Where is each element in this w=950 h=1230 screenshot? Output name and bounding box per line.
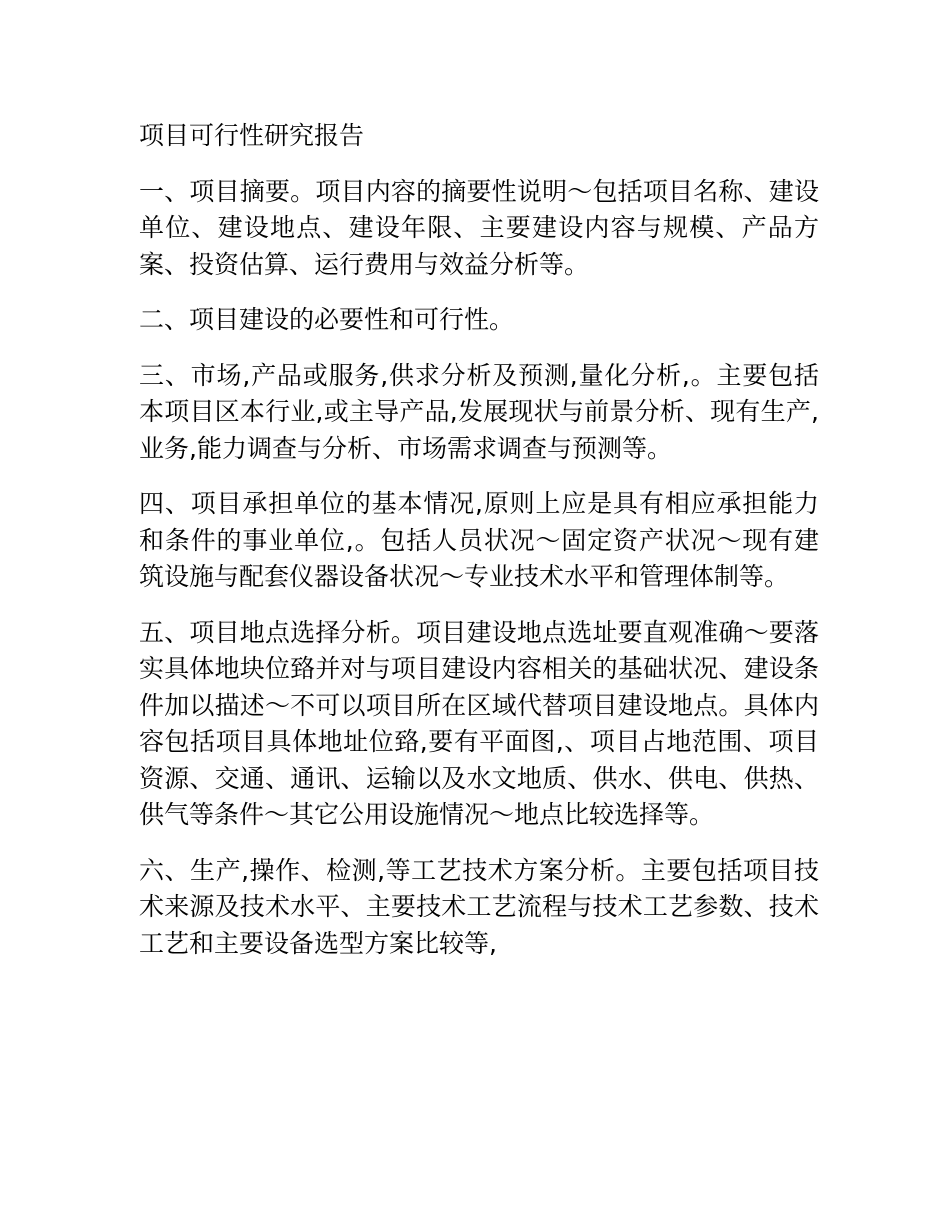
paragraph-location: 五、项目地点选择分析。项目建设地点选址要直观准确～要落实具体地块位臵并对与项目建设内容相关的基础状况、建设条件加以描述～不可以项目所在区域代替项目建设地点。具体内容包括项目具体地址位臵,要有平面图,、项目占地范围、项目资源、交通、通讯、运输以及水文地质、供水、供电、供热、供气等条件～其它公用设施情况～地点比较选择等。 bbox=[139, 617, 819, 829]
document-page bbox=[139, 118, 819, 981]
document-title: 项目可行性研究报告 bbox=[139, 121, 365, 150]
paragraph-market: 三、市场,产品或服务,供求分析及预测,量化分析,。主要包括本项目区本行业,或主导产品,发展现状与前景分析、现有生产,业务,能力调查与分析、市场需求调查与预测等。 bbox=[139, 360, 819, 463]
paragraph-organization: 四、项目承担单位的基本情况,原则上应是具有相应承担能力和条件的事业单位,。包括人员状况～固定资产状况～现有建筑设施与配套仪器设备状况～专业技术水平和管理体制等。 bbox=[139, 489, 819, 591]
paragraph-summary: 一、项目摘要。项目内容的摘要性说明～包括项目名称、建设单位、建设地点、建设年限、主要建设内容与规模、产品方案、投资估算、运行费用与效益分析等。 bbox=[139, 176, 819, 279]
paragraph-necessity: 二、项目建设的必要性和可行性。 bbox=[139, 305, 515, 334]
paragraph-technology: 六、生产,操作、检测,等工艺技术方案分析。主要包括项目技术来源及技术水平、主要技术工艺流程与技术工艺参数、技术工艺和主要设备选型方案比较等, bbox=[139, 855, 819, 958]
